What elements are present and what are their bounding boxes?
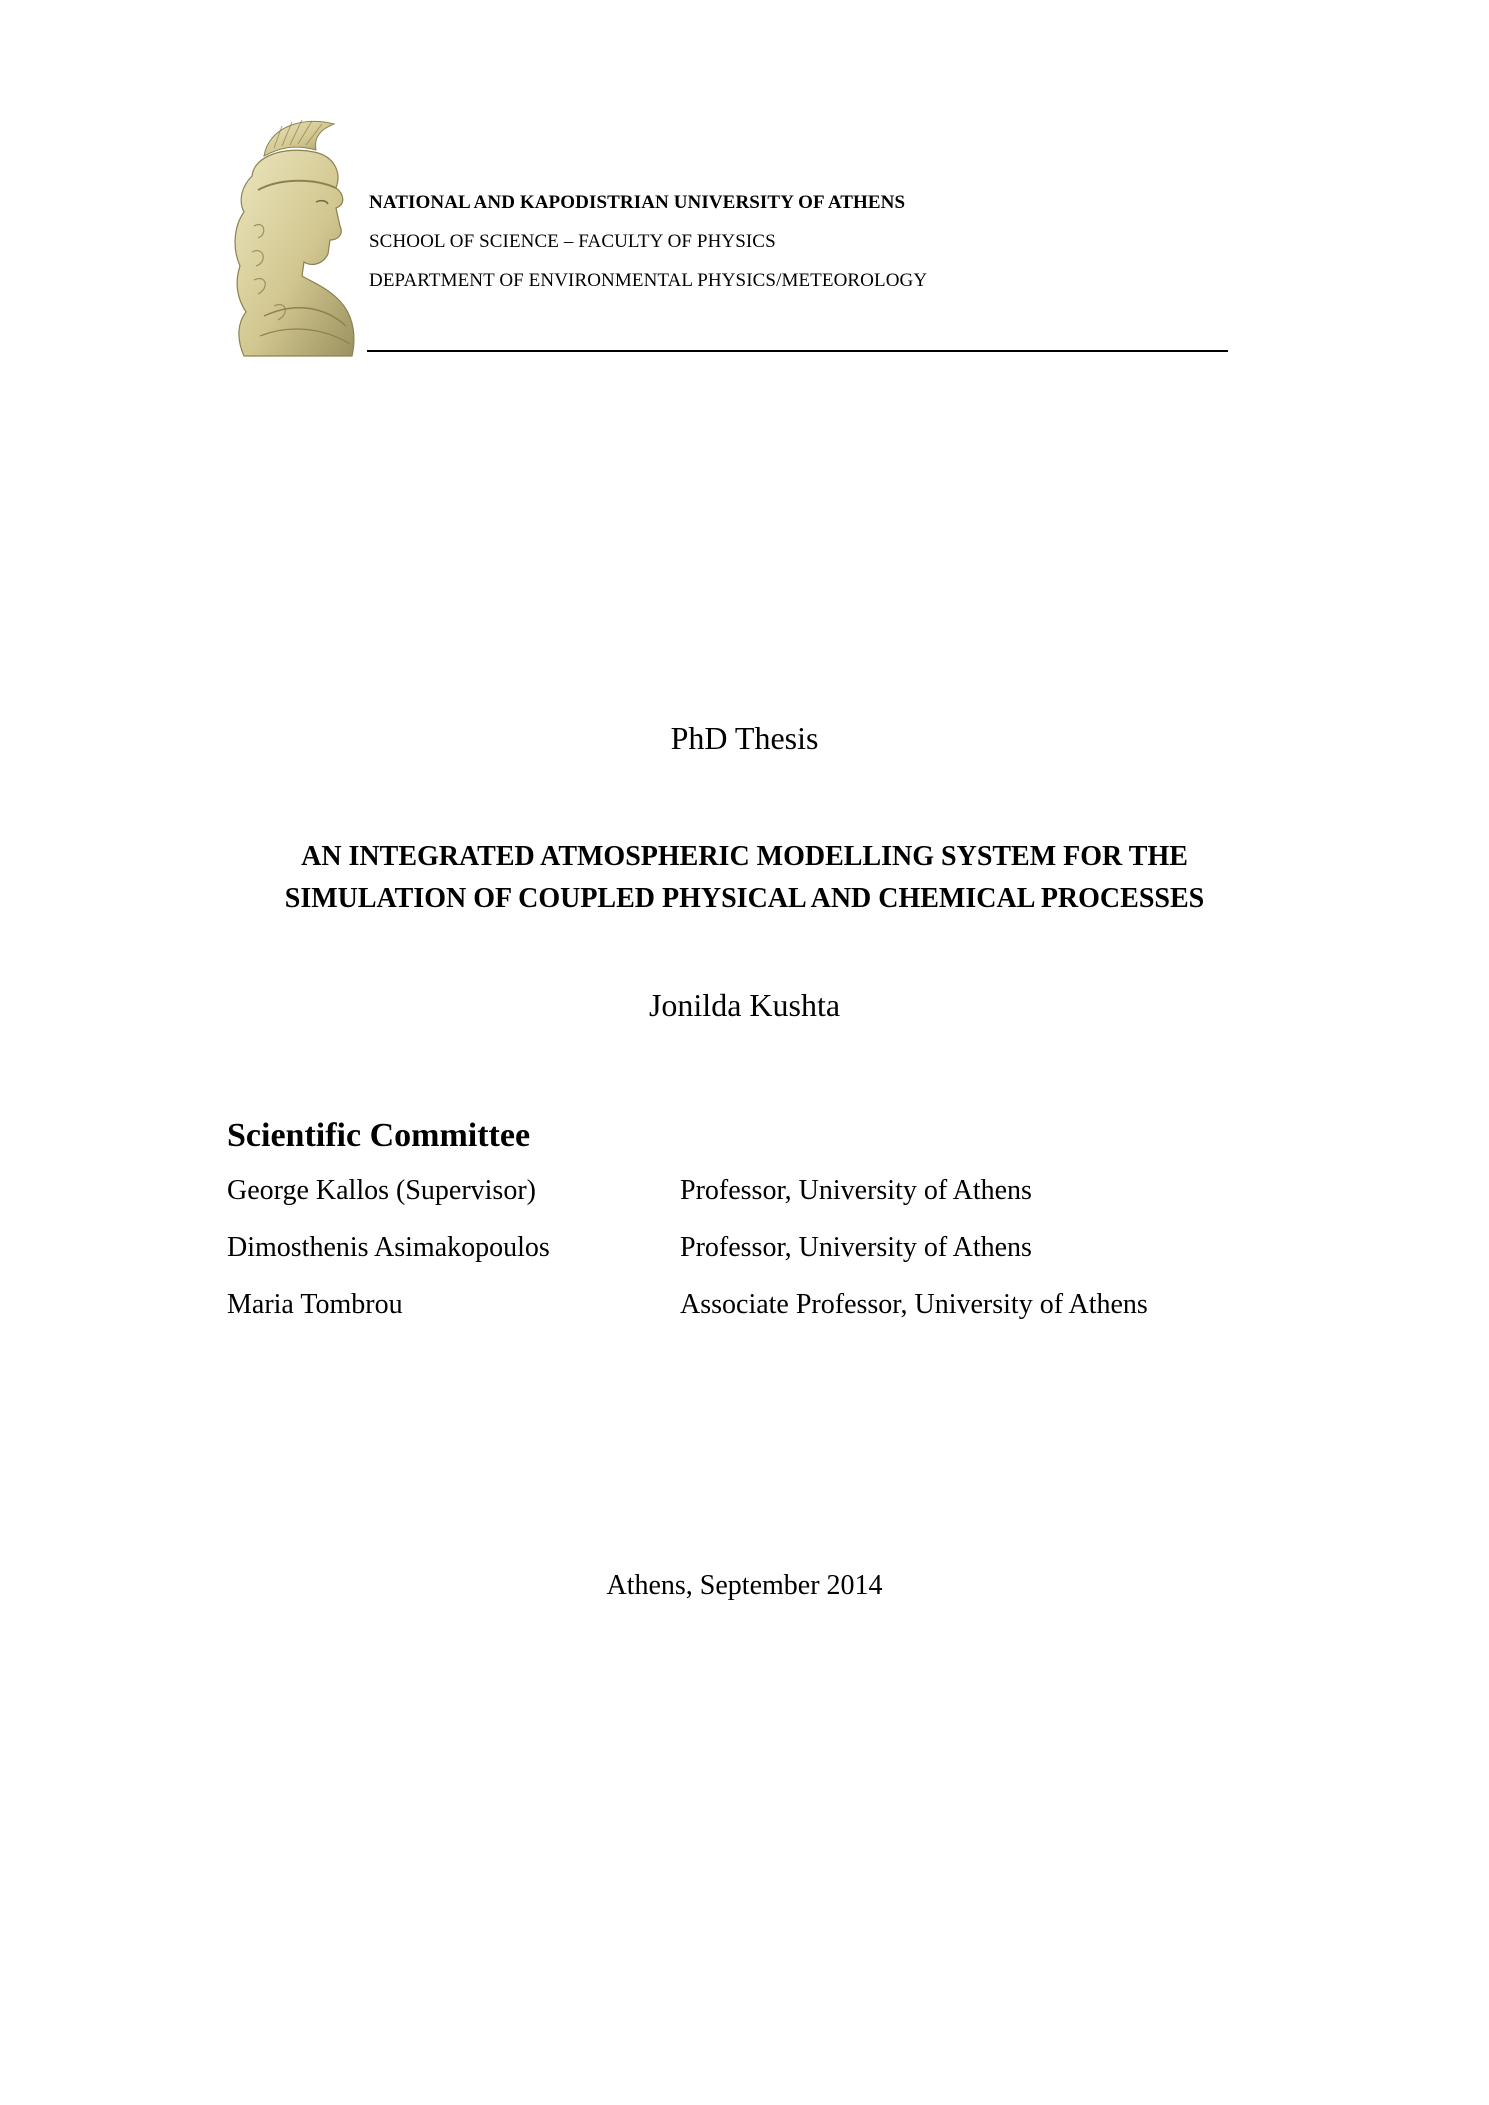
member-name: Dimosthenis Asimakopoulos <box>227 1232 550 1263</box>
member-role: Professor, University of Athens <box>680 1232 1032 1263</box>
committee-member <box>227 1232 1327 1289</box>
author-name: Jonilda Kushta <box>648 987 841 1023</box>
thesis-title <box>0 836 1489 920</box>
member-role: Professor, University of Athens <box>680 1175 1032 1206</box>
committee-list <box>227 1175 1327 1346</box>
committee-member <box>227 1289 1327 1346</box>
department-name: DEPARTMENT OF ENVIRONMENTAL PHYSICS/METEOROLOGY <box>369 270 928 291</box>
university-name: NATIONAL AND KAPODISTRIAN UNIVERSITY OF ATHENS <box>369 192 906 213</box>
school-name: SCHOOL OF SCIENCE – FACULTY OF PHYSICS <box>369 231 776 252</box>
thesis-title-line-1: AN INTEGRATED ATMOSPHERIC MODELLING SYSTEM FOR THE <box>301 841 1188 872</box>
committee-member <box>227 1175 1327 1232</box>
member-name: Maria Tombrou <box>227 1289 403 1320</box>
committee-heading: Scientific Committee <box>227 1117 531 1154</box>
document-type: PhD Thesis <box>670 720 819 756</box>
athena-head-logo-icon <box>224 116 384 362</box>
place-date: Athens, September 2014 <box>606 1570 883 1601</box>
header-divider <box>367 350 1228 352</box>
member-role: Associate Professor, University of Athens <box>680 1289 1148 1320</box>
institution-header <box>369 183 927 300</box>
member-name: George Kallos (Supervisor) <box>227 1175 536 1206</box>
thesis-title-line-2: SIMULATION OF COUPLED PHYSICAL AND CHEMICAL PROCESSES <box>284 883 1205 914</box>
